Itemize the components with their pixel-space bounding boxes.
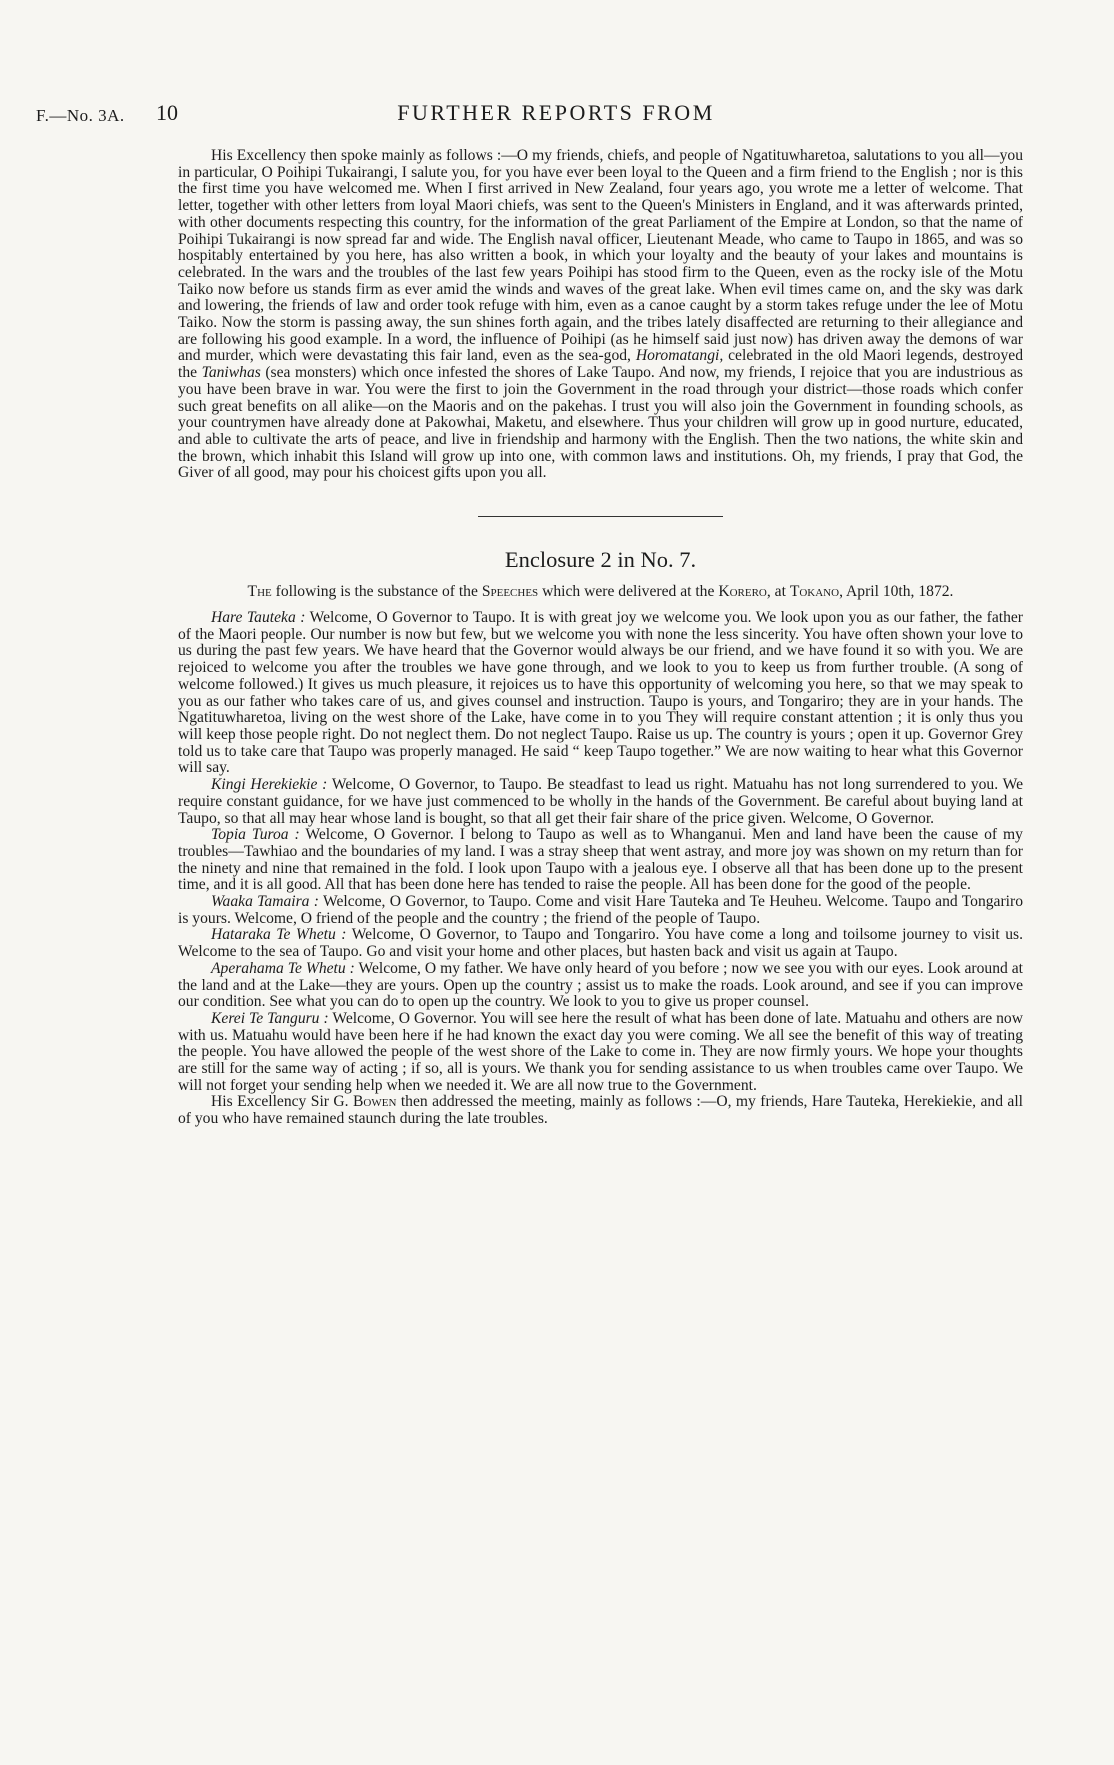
speech-text: Welcome, O Governor. I belong to Taupo as well as to Whanganui. Men and land have been the cause of my troubles—Tawhiao and the boundaries of my land. I was a stray sheep that went astray, and more joy was shown on my return than for the ninety and nine that remained in the fold. I look upon Taupo with a jealous eye. I observe all that has been done up to the present time, and it is all good. All that has been done here has tended to raise the people. All has been done for the good of the people. xyxy=(178,826,1023,894)
speaker-name: Kerei Te Tanguru : xyxy=(211,1009,329,1027)
italic-term: Taniwhas xyxy=(201,364,261,382)
italic-term: Horomatangi, xyxy=(635,347,724,365)
speech-text: Welcome, O my father. We have only heard of you before ; now we see you with our eyes. Look around at the land and at the Lake—they are yours. Open up the country ; assist us to make the roads. Look around, and see if you can improve our condition. See what you can do to open up the country. We look to you to give us proper counsel. xyxy=(178,959,1024,1011)
running-title: FURTHER REPORTS FROM xyxy=(397,100,715,125)
speech-text: Welcome, O Governor. You will see here the result of what has been done of late. Matuahu and others are now with us. Matuahu would have been here if he had known the exact day you were coming. We all see the benefit of this way of treating the people. You have allowed the people of the west shore of the Lake to come in. They are now firmly yours. We hope your thoughts are still for the same way of acting ; if so, all is yours. We thank you for sending assistance to us when troubles came over Taupo. We will not forget your sending help when we needed it. We are all now true to the Government. xyxy=(178,1009,1023,1094)
section-divider xyxy=(478,516,723,517)
paragraph-text: celebrated in the old Maori legends, destroyed the xyxy=(178,347,1023,382)
speech-text: Welcome, O Governor, to Taupo. Come and visit Hare Tauteka and Te Heuheu. Welcome. Taupo and Tongariro is yours. Welcome, O friend of the people and the country ; the friend of the people of Taupo. xyxy=(178,893,1023,927)
page-header xyxy=(36,100,1076,136)
paragraph-text: (sea monsters) which once infested the shores of Lake Taupo. And now, my friends, I rejoice that you are industrious as you have been brave in war. You were the first to join the Government in the road through your district—those roads which confer such great benefits on all alike—on the Maoris and on the pakehas. I trust you will also join the Government in founding schools, as your countrymen have already done at Pakowhai, Maketu, and elsewhere. Thus your children will grow up in good nurture, educated, and able to cultivate the arts of peace, and live in friendship and harmony with the English. Then the two nations, the white skin and the brown, which inhabit this Island will grow up into one, with common laws and institutions. Oh, my friends, I pray that God, the Giver of all good, may pour his choicest gifts upon you all. xyxy=(178,364,1023,482)
speaker-name: Kingi Herekiekie : xyxy=(211,776,328,794)
intro-text: , at xyxy=(766,583,786,601)
closing-text: then addressed the meeting, mainly as follows :—O, my friends, Hare Tauteka, Herekiekie, and all of you who have remained staunch during the late troubles. xyxy=(178,1093,1024,1128)
page-content xyxy=(178,148,1023,1128)
speech-paragraph xyxy=(178,927,1023,960)
speech-paragraph xyxy=(178,961,1023,1011)
speech-paragraph xyxy=(178,894,1023,927)
intro-text: Tokano xyxy=(789,583,840,601)
intro-text: Speeches xyxy=(481,583,539,601)
document-reference: F.—No. 3A. xyxy=(36,106,125,125)
intro-text: following is the substance of the xyxy=(275,583,478,601)
speech-text: Welcome, O Governor to Taupo. It is with great joy we welcome you. We look upon you as our father, the father of the Maori people. Our number is now but few, but we welcome you with none the less sincerity. You have often shown your love to us during the past few years. We have heard that the Governor would always be our friend, and we have found it so with you. We are rejoiced to welcome you after the troubles we have gone through, and we look to you to keep us from further trouble. (A song of welcome followed.) It gives us much pleasure, it rejoices us to have this opportunity of welcoming you here, so that we may speak to you as our father who takes care of us, and gives counsel and instruction. Taupo is yours, and Tongariro; they are in your hands. The Ngatituwharetoa, living on the west shore of the Lake, have come in to you They will require constant attention ; it is only thus you will keep those people right. Do not neglect them. Do not neglect Taupo. Raise us up. The country is yours ; open it up. Governor Grey told us to take care that Taupo was properly managed. He said “ keep Taupo together.” We are now waiting to hear what this Governor will say. xyxy=(178,609,1023,777)
speech-text: Welcome, O Governor, to Taupo. Be steadfast to lead us right. Matuahu has not long surrendered to you. We require constant guidance, for we have just commenced to be wholly in the hands of the Government. Be careful about buying land at Taupo, so that all may hear whose land is bought, so that all get their fair share of the price given. Welcome, O Governor. xyxy=(178,776,1024,827)
intro-text: The xyxy=(247,583,272,601)
speaker-name: Hataraka Te Whetu : xyxy=(211,926,347,944)
paragraph-text: His Excellency then spoke mainly as follows :—O my friends, chiefs, and people of Ngatituwharetoa, salutations to you all—you in particular, O Poihipi Tukairangi, I salute you, for you have ever been loyal to the Queen and a firm friend to the English ; nor is this the first time you have welcomed me. When I first arrived in New Zealand, four years ago, you wrote me a letter of welcome. That letter, together with other letters from loyal Maori chiefs, was sent to the Queen's Ministers in England, and it was afterwards printed, with other documents respecting this country, for the information of the great Parliament of the Empire at London, so that the name of Poihipi Tukairangi is now spread far and wide. The English naval officer, Lieutenant Meade, who came to Taupo in 1865, and was so hospitably entertained by you here, has also written a book, in which your loyalty and the beauty of your lakes and mountains is celebrated. In the wars and the troubles of the last few years Poihipi has stood firm to the Queen, even as the rocky isle of the Motu Taiko now before us stands firm as ever amid the winds and waves of the great lake. When evil times came on, and the sky was dark and lowering, the friends of law and order took refuge with him, even as a canoe caught by a storm takes refuge under the lee of Motu Taiko. Now the storm is passing away, the sun shines forth again, and the tribes lately disaffected are returning to their allegiance and are following his good example. In a word, the influence of Poihipi (as he himself said just now) has driven away the demons of war and murder, which were devastating this fair land, even as the sea-god, xyxy=(178,147,1023,365)
speech-text: Welcome, O Governor, to Taupo and Tongariro. You have come a long and toilsome journey to visit us. Welcome to the sea of Taupo. Go and visit your home and other places, but hasten back and visit us again at Taupo. xyxy=(178,926,1023,961)
speech-paragraph xyxy=(178,1011,1023,1095)
intro-text: Korero xyxy=(718,583,767,601)
speaker-name: Topia Turoa : xyxy=(211,826,300,844)
speaker-name: Waaka Tamaira : xyxy=(211,893,319,911)
speaker-name: Aperahama Te Whetu : xyxy=(211,959,355,977)
closing-text: His Excellency Sir G. xyxy=(211,1093,349,1111)
speech-paragraph xyxy=(178,827,1023,894)
closing-paragraph xyxy=(178,1094,1023,1127)
intro-text: , April 10th, 1872. xyxy=(839,583,954,601)
page-number: 10 xyxy=(156,100,178,125)
speech-paragraph xyxy=(178,610,1023,777)
enclosure-intro xyxy=(178,583,1023,600)
intro-text: which were delivered at the xyxy=(542,583,715,601)
speech-paragraph xyxy=(178,777,1023,827)
enclosure-title: Enclosure 2 in No. 7. xyxy=(504,547,697,573)
speaker-name: Hare Tauteka : xyxy=(211,609,306,627)
closing-text: Bowen xyxy=(353,1093,397,1111)
governor-speech-paragraph xyxy=(178,148,1023,482)
